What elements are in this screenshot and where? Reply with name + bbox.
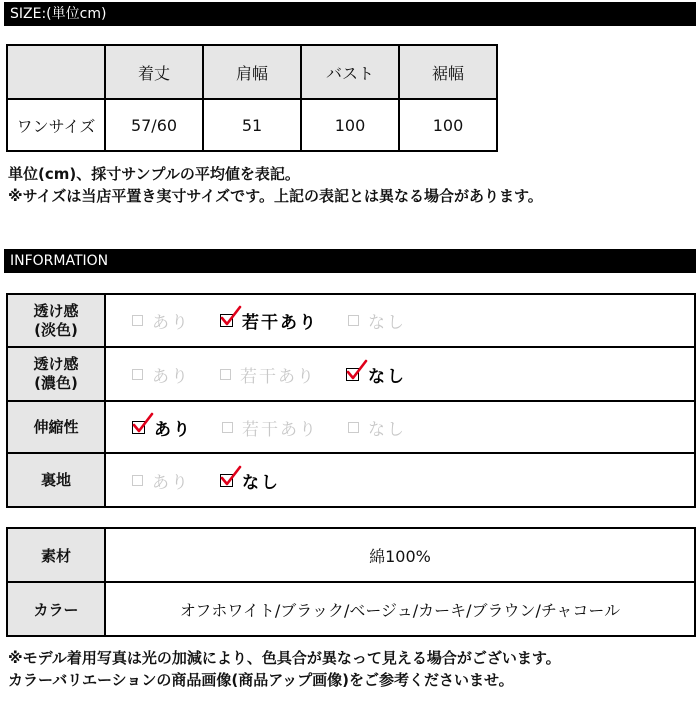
info-row-label xyxy=(7,294,105,347)
size-value: 100 xyxy=(301,99,399,151)
checkbox-checked-icon xyxy=(132,421,145,434)
option-label: あり xyxy=(152,472,190,493)
checkbox-empty-icon xyxy=(132,475,143,486)
size-note-line: 単位(cm)、採寸サンプルの平均値を表記。 xyxy=(8,165,300,183)
footer-note-line: カラーバリエーションの商品画像(商品アップ画像)をご参考くださいませ。 xyxy=(8,671,514,689)
material-table xyxy=(6,527,696,637)
option-label: なし xyxy=(368,366,406,387)
info-row-label xyxy=(7,401,105,453)
option-checked xyxy=(346,362,406,387)
option-group xyxy=(106,468,694,493)
option-unchecked xyxy=(132,362,190,387)
info-options xyxy=(105,453,695,507)
checkbox-empty-icon xyxy=(132,369,143,380)
option-label: 若干あり xyxy=(242,419,318,440)
option-checked xyxy=(220,468,280,493)
info-row xyxy=(7,401,695,453)
checkbox-checked-icon xyxy=(220,314,233,327)
info-options xyxy=(105,401,695,453)
size-col-header: 肩幅 xyxy=(203,45,301,99)
size-section-header: SIZE:(単位cm) xyxy=(4,2,696,26)
option-unchecked xyxy=(348,308,406,333)
info-options xyxy=(105,347,695,401)
color-row xyxy=(7,582,695,636)
option-group xyxy=(106,308,694,333)
info-options xyxy=(105,294,695,347)
option-label: あり xyxy=(152,313,190,333)
checkbox-empty-icon xyxy=(348,422,359,433)
check-mark-icon xyxy=(220,465,242,487)
size-table-header-row xyxy=(7,45,497,99)
checkbox-empty-icon xyxy=(132,315,143,326)
checkbox-empty-icon xyxy=(220,369,231,380)
size-notes xyxy=(8,163,543,207)
material-value: 綿100% xyxy=(105,528,695,582)
info-row xyxy=(7,347,695,401)
option-label: あり xyxy=(154,419,192,440)
check-mark-icon xyxy=(220,305,242,327)
size-value: 57/60 xyxy=(105,99,203,151)
size-note-line: ※サイズは当店平置き実寸サイズです。上記の表記とは異なる場合があります。 xyxy=(8,187,543,205)
info-label-line: 透け感 xyxy=(33,301,79,320)
info-row-label xyxy=(7,347,105,401)
option-checked xyxy=(220,308,318,333)
size-value: 51 xyxy=(203,99,301,151)
option-label: 若干あり xyxy=(242,313,318,333)
option-label: なし xyxy=(242,472,280,493)
size-col-header: 裾幅 xyxy=(399,45,497,99)
option-unchecked xyxy=(222,415,318,440)
color-value: オフホワイト/ブラック/ベージュ/カーキ/ブラウン/チャコール xyxy=(105,582,695,636)
info-row xyxy=(7,294,695,347)
option-group xyxy=(106,362,694,387)
option-unchecked xyxy=(220,362,316,387)
option-checked xyxy=(132,415,192,440)
size-col-header: バスト xyxy=(301,45,399,99)
option-unchecked xyxy=(132,468,190,493)
info-row xyxy=(7,453,695,507)
option-group xyxy=(106,415,694,440)
size-value: 100 xyxy=(399,99,497,151)
size-row-label: ワンサイズ xyxy=(7,99,105,151)
checkbox-empty-icon xyxy=(348,315,359,326)
checkbox-empty-icon xyxy=(222,422,233,433)
color-label: カラー xyxy=(7,582,105,636)
information-table xyxy=(6,293,696,508)
option-unchecked xyxy=(348,415,406,440)
option-label: 若干あり xyxy=(240,366,316,387)
footer-notes xyxy=(8,647,561,691)
footer-note-line: ※モデル着用写真は光の加減により、色具合が異なって見える場合がございます。 xyxy=(8,649,561,667)
info-label-line: (濃色) xyxy=(34,374,78,392)
option-label: なし xyxy=(368,313,406,333)
info-label-line: 伸縮性 xyxy=(33,417,79,436)
check-mark-icon xyxy=(346,359,368,381)
option-label: あり xyxy=(152,366,190,387)
check-mark-icon xyxy=(132,412,154,434)
info-row-label xyxy=(7,453,105,507)
information-section-header: INFORMATION xyxy=(4,249,696,273)
size-col-header: 着丈 xyxy=(105,45,203,99)
checkbox-checked-icon xyxy=(220,474,233,487)
option-label: なし xyxy=(368,419,406,440)
option-unchecked xyxy=(132,308,190,333)
info-label-line: 裏地 xyxy=(40,470,71,489)
material-row xyxy=(7,528,695,582)
size-table-corner xyxy=(7,45,105,99)
size-table-row xyxy=(7,99,497,151)
checkbox-checked-icon xyxy=(346,368,359,381)
material-label: 素材 xyxy=(7,528,105,582)
info-label-line: 透け感 xyxy=(33,355,79,373)
info-label-line: (淡色) xyxy=(34,320,78,339)
size-table xyxy=(6,44,498,152)
